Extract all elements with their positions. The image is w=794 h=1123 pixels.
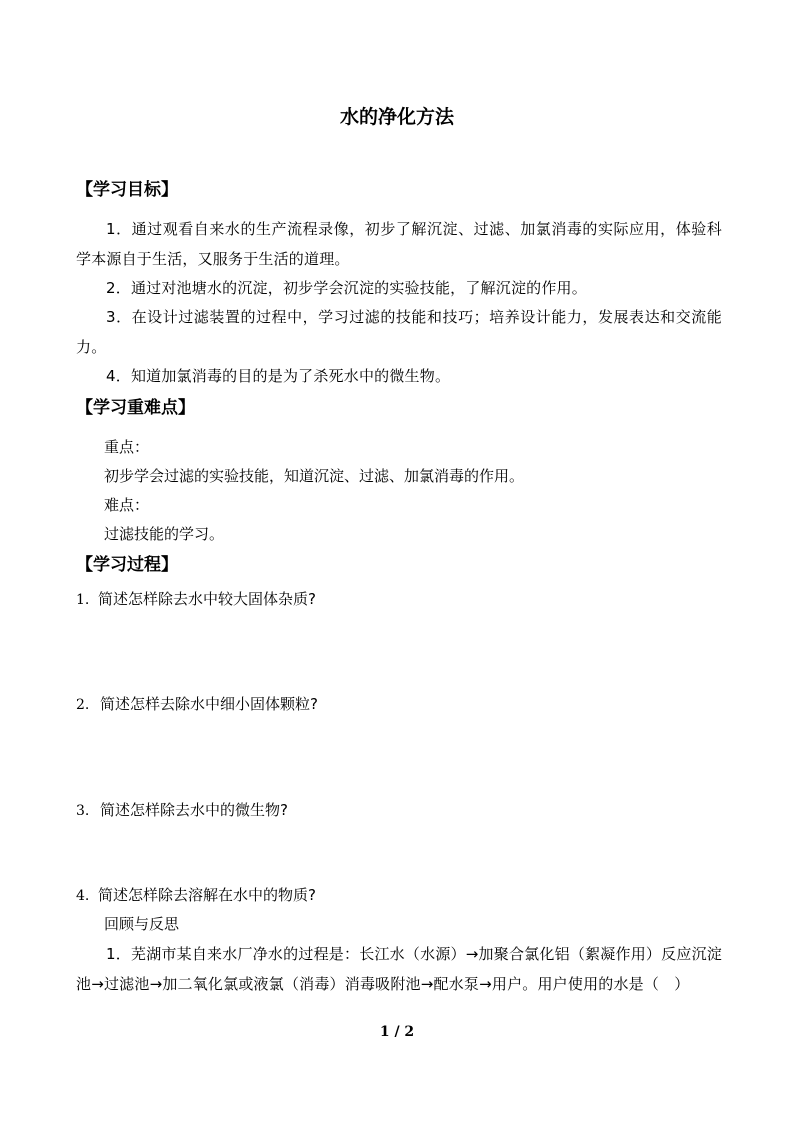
key-points-heading: 【学习重难点】 xyxy=(76,398,195,418)
question-1 xyxy=(76,587,316,612)
question-number: 4. xyxy=(76,888,90,904)
question-2 xyxy=(76,692,318,717)
question-4 xyxy=(76,883,316,908)
focus-text: 初步学会过滤的实验技能，知道沉淀、过滤、加氯消毒的作用。 xyxy=(104,467,525,485)
review-item-1: 1．芜湖市某自来水厂净水的过程是：长江水（水源）→加聚合氯化铝（絮凝作用）反应沉淀池→过滤池→加二氧化氯或液氯（消毒）消毒吸附池→配水泵→用户。用户使用的水是（ ） xyxy=(76,945,722,993)
question-number: 1. xyxy=(76,592,90,608)
process-heading: 【学习过程】 xyxy=(76,555,178,575)
page-title: 水的净化方法 xyxy=(339,106,454,128)
objective-item-2: 2．通过对池塘水的沉淀，初步学会沉淀的实验技能，了解沉淀的作用。 xyxy=(106,279,587,297)
review-heading: 回顾与反思 xyxy=(104,915,180,933)
question-text: 简述怎样除去溶解在水中的物质? xyxy=(98,886,316,904)
question-number: 3. xyxy=(76,803,90,819)
page-number: 1 / 2 xyxy=(379,1024,415,1040)
objective-item-4: 4．知道加氯消毒的目的是为了杀死水中的微生物。 xyxy=(106,367,451,385)
question-number: 2. xyxy=(76,697,90,713)
difficulty-text: 过滤技能的学习。 xyxy=(104,525,225,543)
focus-label: 重点： xyxy=(104,438,150,456)
question-3 xyxy=(76,798,288,823)
objective-item-1: 1．通过观看自来水的生产流程录像，初步了解沉淀、过滤、加氯消毒的实际应用，体验科学本源自于生活，又服务于生活的道理。 xyxy=(76,220,722,268)
question-text: 简述怎样除去水中较大固体杂质? xyxy=(98,590,316,608)
objective-item-3: 3．在设计过滤装置的过程中，学习过滤的技能和技巧；培养设计能力，发展表达和交流能力。 xyxy=(76,308,722,356)
question-text: 简述怎样去除水中细小固体颗粒? xyxy=(100,695,318,713)
objectives-heading: 【学习目标】 xyxy=(76,180,178,200)
difficulty-label: 难点： xyxy=(104,496,150,514)
question-text: 简述怎样除去水中的微生物? xyxy=(100,801,288,819)
